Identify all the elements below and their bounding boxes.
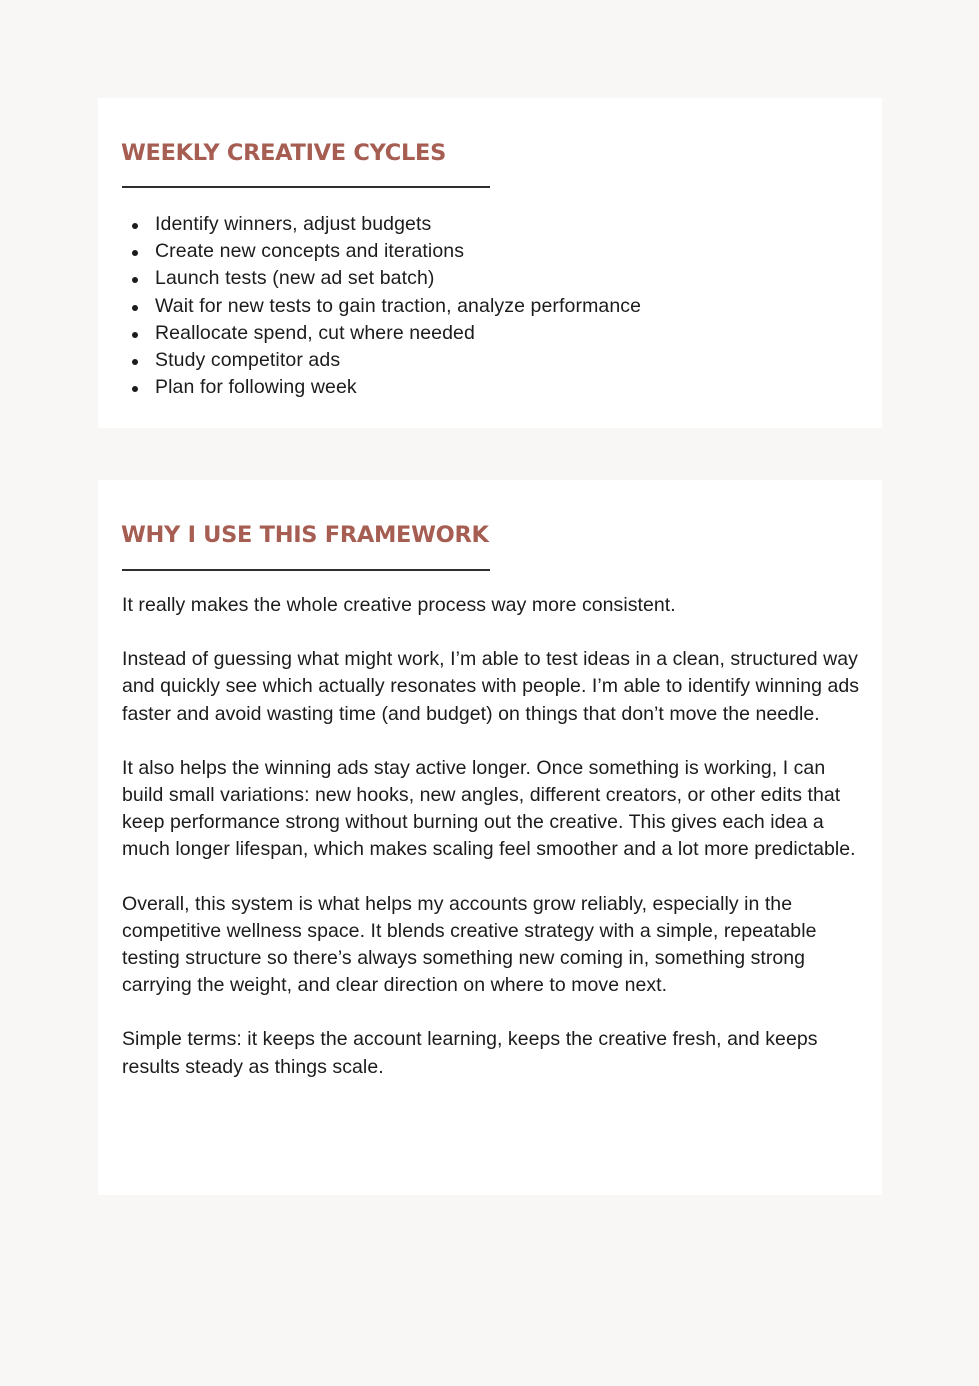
section-title: WHY I USE THIS FRAMEWORK xyxy=(121,522,489,548)
paragraph: It also helps the winning ads stay active longer. Once something is working, I can build small variations: new hooks, new angles, different creators, or other edits that keep performance strong without burning out the creative. This gives each idea a much longer lifespan, which makes scaling feel smoother and a lot more predictable. xyxy=(122,756,856,861)
list-item: Create new concepts and iterations xyxy=(122,238,641,265)
list-item: Reallocate spend, cut where needed xyxy=(122,320,641,347)
list-item: Identify winners, adjust budgets xyxy=(122,211,641,238)
paragraph: Overall, this system is what helps my accounts grow reliably, especially in the competitive wellness space. It blends creative strategy with a simple, repeatable testing structure so there’s always something new coming in, something strong carrying the weight, and clear direction on where to move next. xyxy=(122,892,817,997)
title-divider xyxy=(122,569,490,571)
list-item: Launch tests (new ad set batch) xyxy=(122,265,641,292)
title-divider xyxy=(122,186,490,188)
list-item: Study competitor ads xyxy=(122,347,641,374)
weekly-creative-cycles-card xyxy=(98,98,882,428)
paragraph: Simple terms: it keeps the account learning, keeps the creative fresh, and keeps results steady as things scale. xyxy=(122,1028,818,1078)
cycle-steps-list xyxy=(122,211,641,401)
paragraph: It really makes the whole creative process way more consistent. xyxy=(122,594,676,616)
section-title: WEEKLY CREATIVE CYCLES xyxy=(121,140,446,166)
list-item: Wait for new tests to gain traction, analyze performance xyxy=(122,293,641,320)
list-item: Plan for following week xyxy=(122,374,641,401)
paragraph: Instead of guessing what might work, I’m able to test ideas in a clean, structured way and quickly see which actually resonates with people. I’m able to identify winning ads faster and avoid wasting time (and budget) on things that don’t move the needle. xyxy=(122,648,860,725)
why-framework-card xyxy=(98,480,882,1195)
framework-body xyxy=(122,592,862,1108)
